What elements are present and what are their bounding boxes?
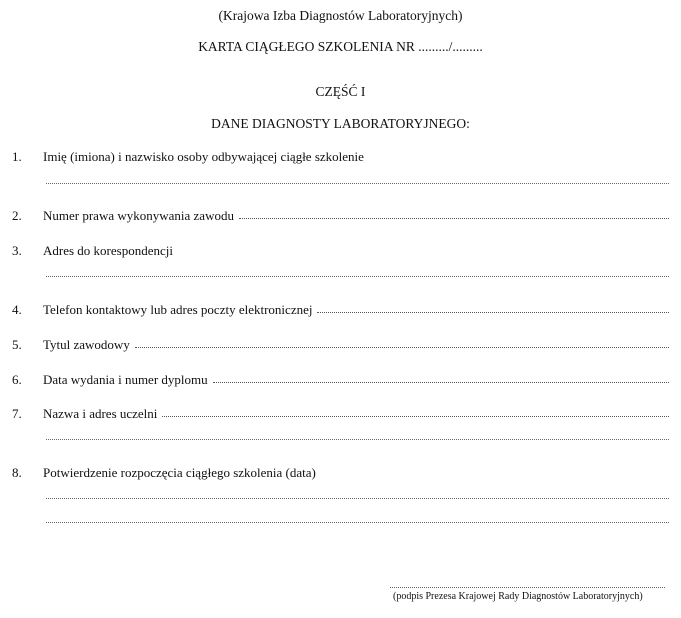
part-heading: CZĘŚĆ I [315,84,366,99]
document-title: KARTA CIĄGŁEGO SZKOLENIA NR ........./......... [198,39,483,54]
item-number: 6. [12,372,22,387]
license-number-field[interactable] [239,217,669,219]
item-label: Imię (imiona) i nazwisko osoby odbywającej ciągłe szkolenie [43,149,364,164]
item-label: Adres do korespondencji [43,243,173,258]
form-item-university [0,406,681,422]
signature-line[interactable] [390,587,665,588]
item-label: Potwierdzenie rozpoczęcia ciągłego szkolenia (data) [43,465,316,480]
item-number: 5. [12,337,22,352]
form-item-training-start [0,465,681,481]
university-field[interactable] [162,415,669,417]
item-number: 3. [12,243,22,258]
item-label: Tytul zawodowy [43,337,130,352]
form-item-address [0,243,681,259]
contact-field[interactable] [317,311,669,313]
item-label: Nazwa i adres uczelni [43,406,158,421]
item-number: 4. [12,302,22,317]
item-number: 7. [12,406,22,421]
form-item-professional-title [0,337,681,353]
section-heading: DANE DIAGNOSTY LABORATORYJNEGO: [211,116,470,131]
organization-name: (Krajowa Izba Diagnostów Laboratoryjnych) [218,8,463,23]
item-label: Telefon kontaktowy lub adres poczty elektronicznej [43,302,313,317]
item-number: 8. [12,465,22,480]
form-item-license-number [0,208,681,224]
professional-title-field[interactable] [135,346,669,348]
item-label: Data wydania i numer dyplomu [43,372,208,387]
diploma-field[interactable] [213,381,669,383]
training-start-field[interactable] [46,498,669,499]
full-name-field[interactable] [46,183,669,184]
form-item-diploma [0,372,681,388]
item-number: 1. [12,149,22,164]
university-field-continued[interactable] [46,439,669,440]
item-label: Numer prawa wykonywania zawodu [43,208,234,223]
signature-caption: (podpis Prezesa Krajowej Rady Diagnostów Laboratoryjnych) [393,591,643,602]
address-field[interactable] [46,276,669,277]
item-number: 2. [12,208,22,223]
training-start-field-continued[interactable] [46,522,669,523]
form-item-contact [0,302,681,318]
form-item-full-name [0,149,681,165]
